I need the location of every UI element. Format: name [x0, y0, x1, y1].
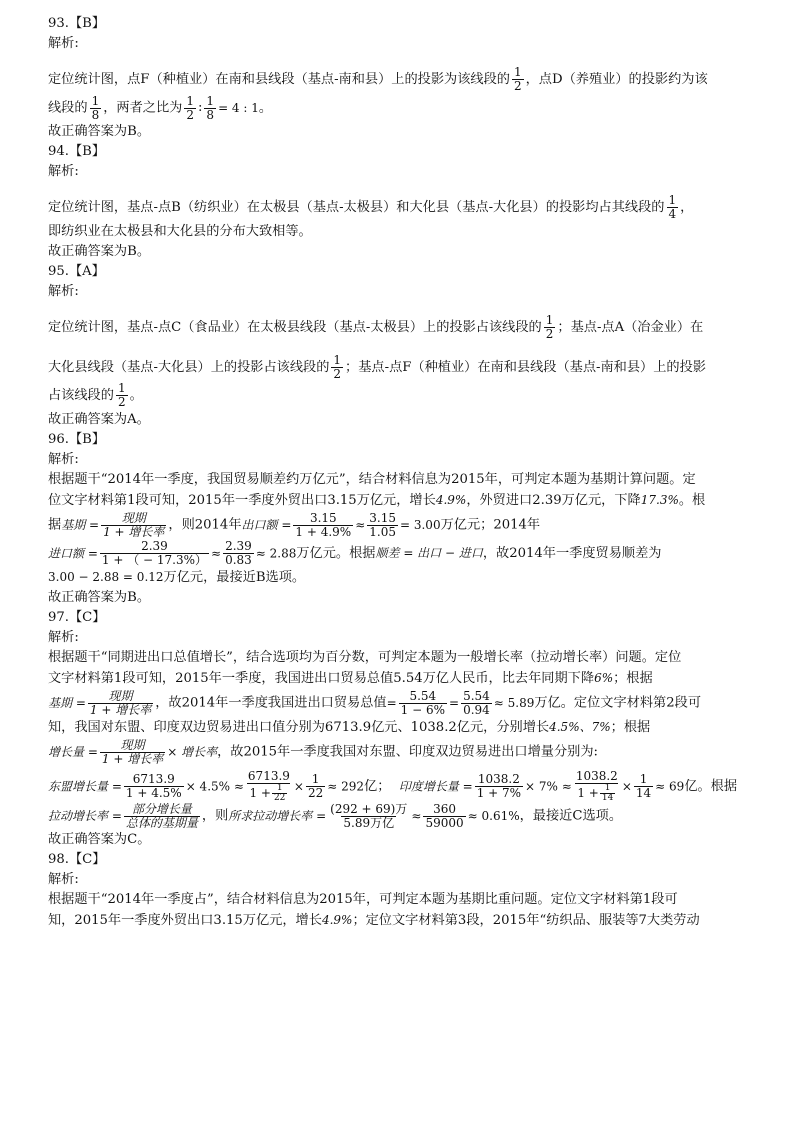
q95-line-3: 占该线段的 $\frac{1}{2}$ 。: [48, 381, 143, 409]
q97-line-5: 增长量 = $\frac{\text{现期}}{\text{1 + 增长率}}$ × 增长率，故2015年一季度我国对东盟、印度双边贸易进出口增量分别为:: [48, 737, 598, 766]
q96-line-5: 3.00 − 2.88 = 0.12万亿元，最接近B选项。: [48, 570, 306, 585]
q98-line-2: 知，2015年一季度外贸出口3.15万亿元，增长4.9%；定位文字材料第3段，2015年“纺织品、服装等7大类劳动: [48, 913, 700, 928]
q98-heading: 98.【C】: [48, 852, 106, 867]
fraction-one-eighth: $\frac{1}{8}$: [91, 93, 100, 122]
q97-heading: 97.【C】: [48, 610, 106, 625]
q97-line-7: 拉动增长率 = $\frac{\text{部分增长量}}{\text{总体的基期量}}$ ，则所求拉动增长率 = $\frac{\text{(292 + 69)万}}{\text{5.89万亿}}$ ≈ $\frac{360}{59000}$ ≈ 0.61%，最接近C选项。: [48, 801, 623, 830]
q94-line-2: 即纺织业在太极县和大化县的分布大致相等。: [48, 224, 312, 239]
q95-line-2: 大化县线段（基点-大化县）上的投影占该线段的 $\frac{1}{2}$ ；基点-点F（种植业）在南和县线段（基点-南和县）上的投影: [48, 353, 706, 381]
q95-line-1: 定位统计图，基点-点C（食品业）在太极县线段（基点-太极县）上的投影占该线段的 $\frac{1}{2}$ ；基点-点A（冶金业）在: [48, 313, 704, 341]
q98-line-1: 根据题干“2014年一季度占”，结合材料信息为2015年，可判定本题为基期比重问题。定位文字材料第1段可: [48, 892, 678, 907]
q98-analysis-label: 解析:: [48, 872, 79, 887]
fraction-one-quarter: $\frac{1}{4}$: [668, 193, 677, 221]
q96-line-3: 据基期 = $\frac{\text{现期}}{\text{1 + 增长率}}$ ，则2014年出口额 = $\frac{3.15}{1 + 4.9\%}$ ≈ $\frac{3.15}{1.05}$ = 3.00万亿元；2014年: [48, 510, 541, 539]
q94-analysis-label: 解析:: [48, 164, 79, 179]
q94-heading: 94.【B】: [48, 144, 106, 159]
q97-analysis-label: 解析:: [48, 630, 79, 645]
q96-answer: 故正确答案为B。: [48, 590, 151, 605]
q93-analysis-label: 解析:: [48, 36, 79, 51]
fraction-one-half: $\frac{1}{2}$: [513, 65, 522, 93]
q93-heading: 93.【B】: [48, 16, 106, 31]
q96-line-2: 位文字材料第1段可知，2015年一季度外贸出口3.15万亿元，增长4.9%，外贸进口2.39万亿元，下降17.3%。根: [48, 493, 706, 508]
q96-analysis-label: 解析:: [48, 452, 79, 467]
q96-line-1: 根据题干“2014年一季度，我国贸易顺差约万亿元”，结合材料信息为2015年，可判定本题为基期计算问题。定: [48, 472, 696, 487]
q93-line-1: 定位统计图，点F（种植业）在南和县线段（基点-南和县）上的投影为该线段的 $\frac{1}{2}$ ，点D（养殖业）的投影约为该: [48, 65, 708, 93]
q96-line-4: 进口额 = $\frac{2.39}{1 + ( - 17.3\%)}$ ≈ $\frac{2.39}{0.83}$ ≈ 2.88万亿元。根据顺差 = 出口 − 进口，故2014年一季度贸易顺差为: [48, 539, 662, 567]
q93-line-2: 线段的 $\frac{1}{8}$ ，两者之比为 $\frac{1}{2}$ : $\frac{1}{8}$ = 4 : 1。: [48, 93, 273, 122]
q95-analysis-label: 解析:: [48, 284, 79, 299]
q96-heading: 96.【B】: [48, 432, 106, 447]
q97-line-4: 知，我国对东盟、印度双边贸易进出口值分别为6713.9亿元、1038.2亿元，分别增长4.5%、7%；根据: [48, 720, 651, 735]
document-page: [48, 14, 760, 931]
q97-line-6: 东盟增长量 = $\frac{6713.9}{1 + 4.5\%}$ × 4.5% ≈ 6713.9 1 + $\frac{1}{22}$ × $\frac{1}{22}$ ≈ 292亿； 印度增长量 = $\frac{1038.2}{1 + 7\%}$ × 7% ≈ 1038.2 1 + $\frac{1}{14}$ × $\frac{1}{14}$ ≈ 69亿。根据: [48, 769, 738, 803]
q93-answer: 故正确答案为B。: [48, 124, 151, 139]
q95-heading: 95.【A】: [48, 264, 105, 279]
q97-answer: 故正确答案为C。: [48, 832, 151, 847]
q94-answer: 故正确答案为B。: [48, 244, 151, 259]
q97-line-1: 根据题干“同期进出口总值增长”，结合选项均为百分数，可判定本题为一般增长率（拉动增长率）问题。定位: [48, 650, 682, 665]
q97-line-2: 文字材料第1段可知，2015年一季度，我国进出口贸易总值5.54万亿人民币，比去年同期下降6%；根据: [48, 671, 653, 686]
q97-line-3: 基期 = $\frac{\text{现期}}{\text{1 + 增长率}}$ ，故2014年一季度我国进出口贸易总值= $\frac{5.54}{1 - 6\%}$ = $\frac{5.54}{0.94}$ ≈ 5.89万亿。定位文字材料第2段可: [48, 688, 702, 717]
q94-line-1: 定位统计图，基点-点B（纺织业）在太极县（基点-太极县）和大化县（基点-大化县）的投影均占其线段的 $\frac{1}{4}$ ，: [48, 193, 694, 221]
q95-answer: 故正确答案为A。: [48, 412, 150, 427]
